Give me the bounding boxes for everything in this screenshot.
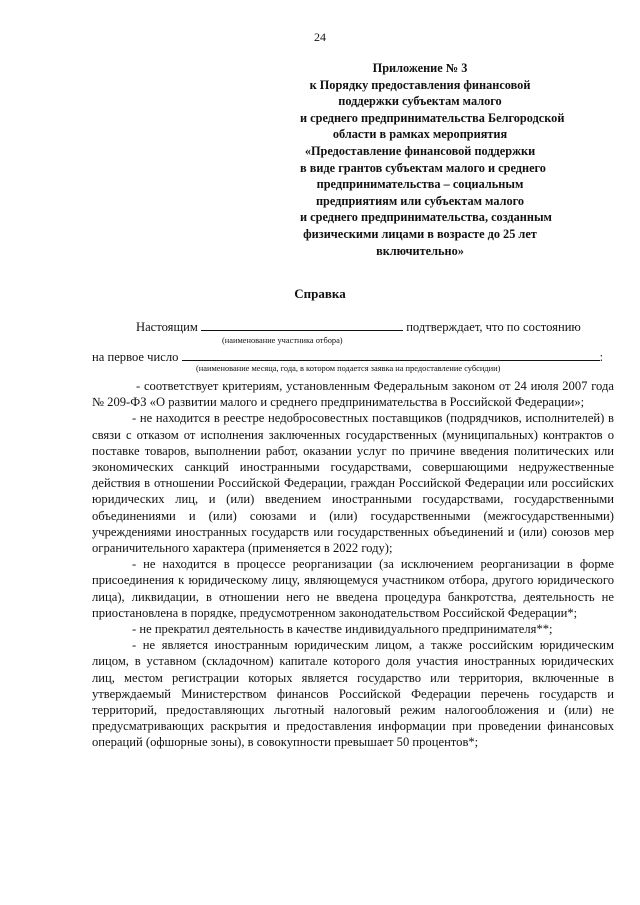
appendix-line: и среднего предпринимательства Белгородской: [300, 110, 565, 125]
paragraph-registry: - не находится в реестре недобросовестных поставщиков (подрядчиков, исполнителей) в связи с отказом от исполнения заключенных государственных (муниципальных) контрактов о поставке товаров, выполнении работ, оказании услуг по причине введения политических или экономических санкций иностранными государствами, совершающими недружественные действия в отношении Российской Федерации, граждан Российской Федерации или российских юридических лиц, и (или) введением иностранными государствами, государственными объединениями и (или) союзами и (или) государственными (межгосударственными) учреждениями иностранных государств или государственных объединений и (или) союзов мер ограничительного характера (применяется в 2022 году);: [92, 411, 614, 556]
appendix-line: области в рамках мероприятия: [332, 127, 508, 142]
appendix-line: физическими лицами в возрасте до 25 лет: [303, 226, 537, 241]
appendix-line: поддержки субъектам малого: [338, 94, 502, 109]
form-line-participant: [136, 318, 581, 335]
appendix-line: Приложение № 3: [372, 61, 468, 75]
appendix-line: «Предоставление финансовой поддержки: [304, 143, 536, 158]
appendix-heading: [300, 60, 565, 259]
appendix-line: включительно»: [376, 243, 464, 258]
paragraph-reorganization: - не находится в процессе реорганизации (за исключением реорганизации в форме присоединения к юридическому лицу, являющемуся участником отбора, другого юридического лица), ликвидации, в отношении него не введена процедура банкротства, деятельность не приостановлена в порядке, предусмотренном законодательством Российской Федерации*;: [92, 557, 614, 620]
document-title: Справка: [294, 286, 346, 301]
appendix-line: к Порядку предоставления финансовой: [309, 77, 531, 92]
page-number: 24: [314, 30, 326, 44]
appendix-line: в виде грантов субъектам малого и среднего: [300, 160, 546, 175]
paragraph-criteria: - соответствует критериям, установленным Федеральным законом от 24 июля 2007 года № 209-ФЗ «О развитии малого и среднего предпринимательства в Российской Федерации»;: [92, 379, 614, 410]
participant-name-blank: [201, 318, 403, 331]
form-label-end: подтверждает, что по состоянию: [406, 320, 581, 334]
paragraph-entrepreneur: - не прекратил деятельность в качестве индивидуального предпринимателя**;: [132, 622, 553, 637]
form-label-end: :: [599, 350, 604, 364]
month-year-blank: [182, 348, 600, 361]
appendix-line: предпринимательства – социальным: [316, 177, 524, 192]
paragraph-foreign-entity: - не является иностранным юридическим лицом, а также российским юридическим лицом, в уставном (складочном) капитале которого доля участия иностранных юридических лиц, местом регистрации которых является государство или территория, включенные в утверждаемый Министерством финансов Российской Федерации перечень государств и территорий, предоставляющих льготный налоговый режим налогообложения и (или) не предусматривающих раскрытия и предоставления информации при проведении финансовых операций (офшорные зоны), в совокупности превышает 50 процентов*;: [92, 638, 614, 750]
form-line-date: [92, 348, 603, 365]
appendix-line: и среднего предпринимательства, созданным: [300, 210, 552, 225]
appendix-line: предприятиям или субъектам малого: [315, 193, 525, 208]
form-label-start: Настоящим: [136, 320, 198, 334]
certificate-body: [92, 378, 614, 751]
date-caption: (наименование месяца, года, в котором подается заявка на предоставление субсидии): [196, 364, 501, 373]
participant-caption: (наименование участника отбора): [222, 336, 343, 345]
form-label-start: на первое число: [92, 350, 179, 364]
